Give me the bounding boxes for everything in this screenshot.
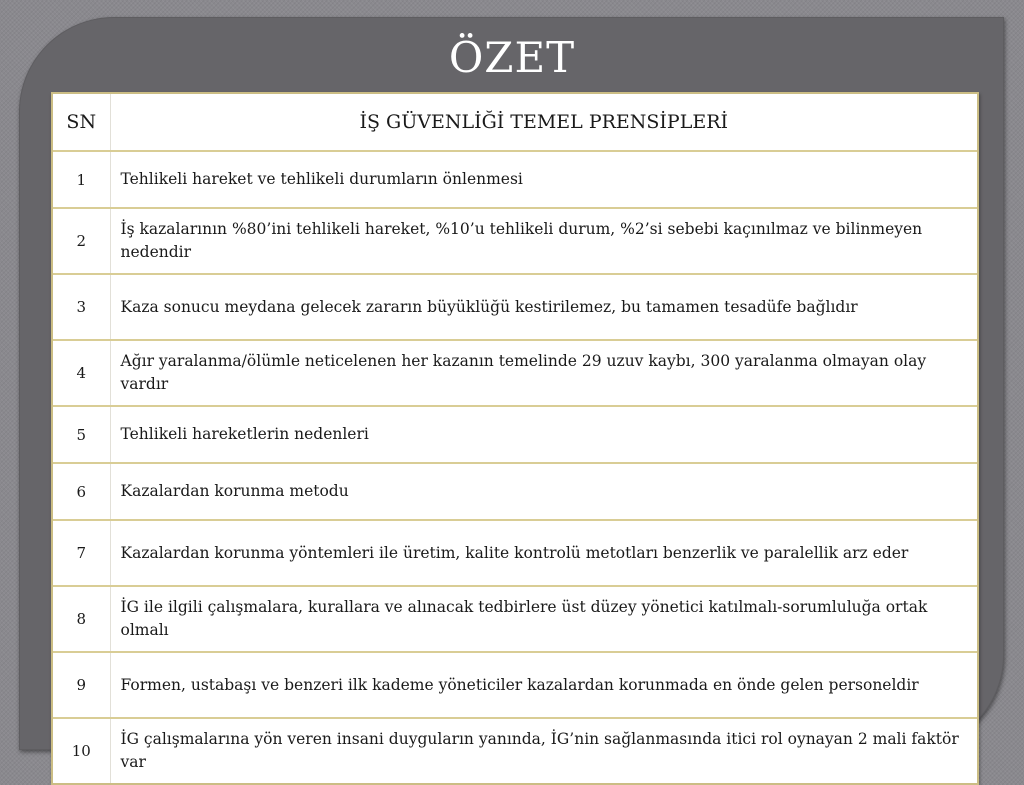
row-text: İş kazalarının %80’ini tehlikeli hareket, %10’u tehlikeli durum, %2’si sebebi kaçınılmaz ve bilinmeyen nedendir <box>110 208 977 274</box>
table-row <box>53 718 977 783</box>
row-number: 5 <box>53 406 110 463</box>
row-number: 2 <box>53 208 110 274</box>
table-row <box>53 652 977 718</box>
row-number: 9 <box>53 652 110 718</box>
principles-table-container <box>51 92 979 785</box>
table-row <box>53 340 977 406</box>
table-header-row <box>53 94 977 151</box>
row-number: 4 <box>53 340 110 406</box>
row-text: İG ile ilgili çalışmalara, kurallara ve alınacak tedbirlere üst düzey yönetici katılmalı-sorumluluğa ortak olmalı <box>110 586 977 652</box>
table-row <box>53 208 977 274</box>
row-text: Tehlikeli hareket ve tehlikeli durumların önlenmesi <box>110 151 977 208</box>
table-row <box>53 151 977 208</box>
row-text: Kazalardan korunma yöntemleri ile üretim, kalite kontrolü metotları benzerlik ve paralellik arz eder <box>110 520 977 586</box>
row-text: Kazalardan korunma metodu <box>110 463 977 520</box>
row-text: Kaza sonucu meydana gelecek zararın büyüklüğü kestirilemez, bu tamamen tesadüfe bağlıdır <box>110 274 977 340</box>
row-number: 10 <box>53 718 110 783</box>
header-principle: İŞ GÜVENLİĞİ TEMEL PRENSİPLERİ <box>110 94 977 151</box>
row-number: 6 <box>53 463 110 520</box>
table-row <box>53 274 977 340</box>
row-number: 3 <box>53 274 110 340</box>
row-number: 1 <box>53 151 110 208</box>
table-row <box>53 463 977 520</box>
table-row <box>53 586 977 652</box>
row-text: Formen, ustabaşı ve benzeri ilk kademe yöneticiler kazalardan korunmada en önde gelen personeldir <box>110 652 977 718</box>
table-row <box>53 406 977 463</box>
principles-table <box>53 94 977 783</box>
header-sn: SN <box>53 94 110 151</box>
row-text: İG çalışmalarına yön veren insani duyguların yanında, İG’nin sağlanmasında itici rol oynayan 2 mali faktör var <box>120 730 959 771</box>
row-number: 7 <box>53 520 110 586</box>
row-number: 8 <box>53 586 110 652</box>
row-text: Tehlikeli hareketlerin nedenleri <box>110 406 977 463</box>
table-row <box>53 520 977 586</box>
slide-title: ÖZET <box>448 33 576 82</box>
row-text: Ağır yaralanma/ölümle neticelenen her kazanın temelinde 29 uzuv kaybı, 300 yaralanma olmayan olay vardır <box>110 340 977 406</box>
